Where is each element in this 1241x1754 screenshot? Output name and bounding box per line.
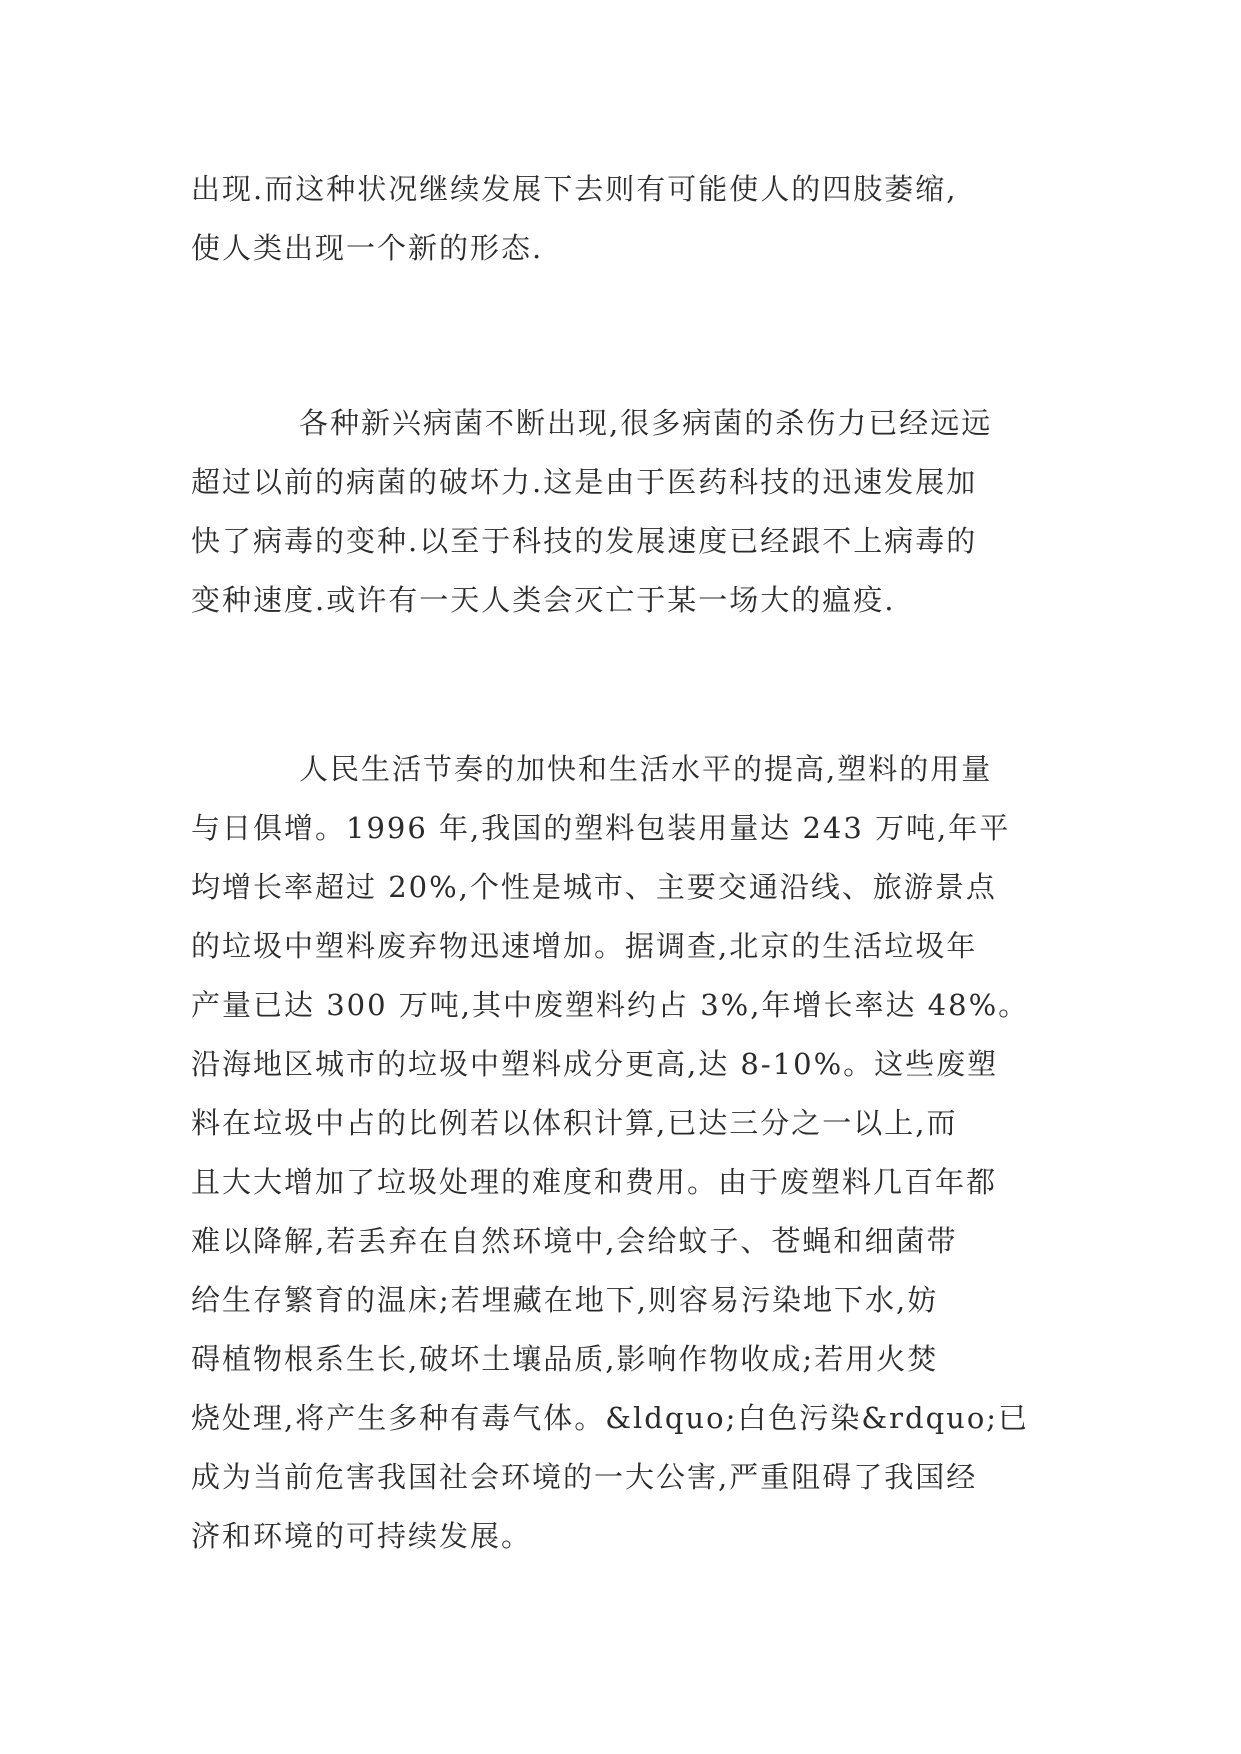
- text-line: 难以降解,若丢弃在自然环境中,会给蚊子、苍蝇和细菌带: [191, 1224, 958, 1258]
- paragraph-2: [191, 394, 1051, 630]
- text-line: 济和环境的可持续发展。: [191, 1519, 533, 1553]
- text-line: 碍植物根系生长,破坏土壤品质,影响作物收成;若用火焚: [191, 1342, 939, 1376]
- text-line: 成为当前危害我国社会环境的一大公害,严重阻碍了我国经: [191, 1460, 978, 1494]
- text-line: 料在垃圾中占的比例若以体积计算,已达三分之一以上,而: [191, 1106, 958, 1140]
- text-line: 快了病毒的变种.以至于科技的发展速度已经跟不上病毒的: [191, 524, 978, 558]
- paragraph-3: [191, 740, 1051, 1566]
- text-line: 与日俱增。1996 年,我国的塑料包装用量达 243 万吨,年平: [191, 811, 1011, 845]
- text-line: 均增长率超过 20%,个性是城市、主要交通沿线、旅游景点: [191, 870, 997, 904]
- paragraph-1: [191, 160, 1051, 278]
- text-line: 且大大增加了垃圾处理的难度和费用。由于废塑料几百年都: [191, 1165, 998, 1199]
- text-line: 使人类出现一个新的形态.: [191, 231, 544, 265]
- text-line: 人民生活节奏的加快和生活水平的提高,塑料的用量: [299, 752, 993, 786]
- text-line: 的垃圾中塑料废弃物迅速增加。据调查,北京的生活垃圾年: [191, 929, 978, 963]
- text-line: 超过以前的病菌的破坏力.这是由于医药科技的迅速发展加: [191, 465, 978, 499]
- text-line: 烧处理,将产生多种有毒气体。&ldquo;白色污染&rdquo;已: [191, 1401, 1030, 1435]
- text-line: 产量已达 300 万吨,其中废塑料约占 3%,年增长率达 48%。: [191, 988, 1030, 1022]
- text-line: 各种新兴病菌不断出现,很多病菌的杀伤力已经远远: [299, 406, 993, 440]
- text-line: 给生存繁育的温床;若埋藏在地下,则容易污染地下水,妨: [191, 1283, 939, 1317]
- text-line: 变种速度.或许有一天人类会灭亡于某一场大的瘟疫.: [191, 583, 896, 617]
- text-line: 出现.而这种状况继续发展下去则有可能使人的四肢萎缩,: [191, 172, 958, 206]
- text-line: 沿海地区城市的垃圾中塑料成分更高,达 8-10%。这些废塑: [191, 1047, 999, 1081]
